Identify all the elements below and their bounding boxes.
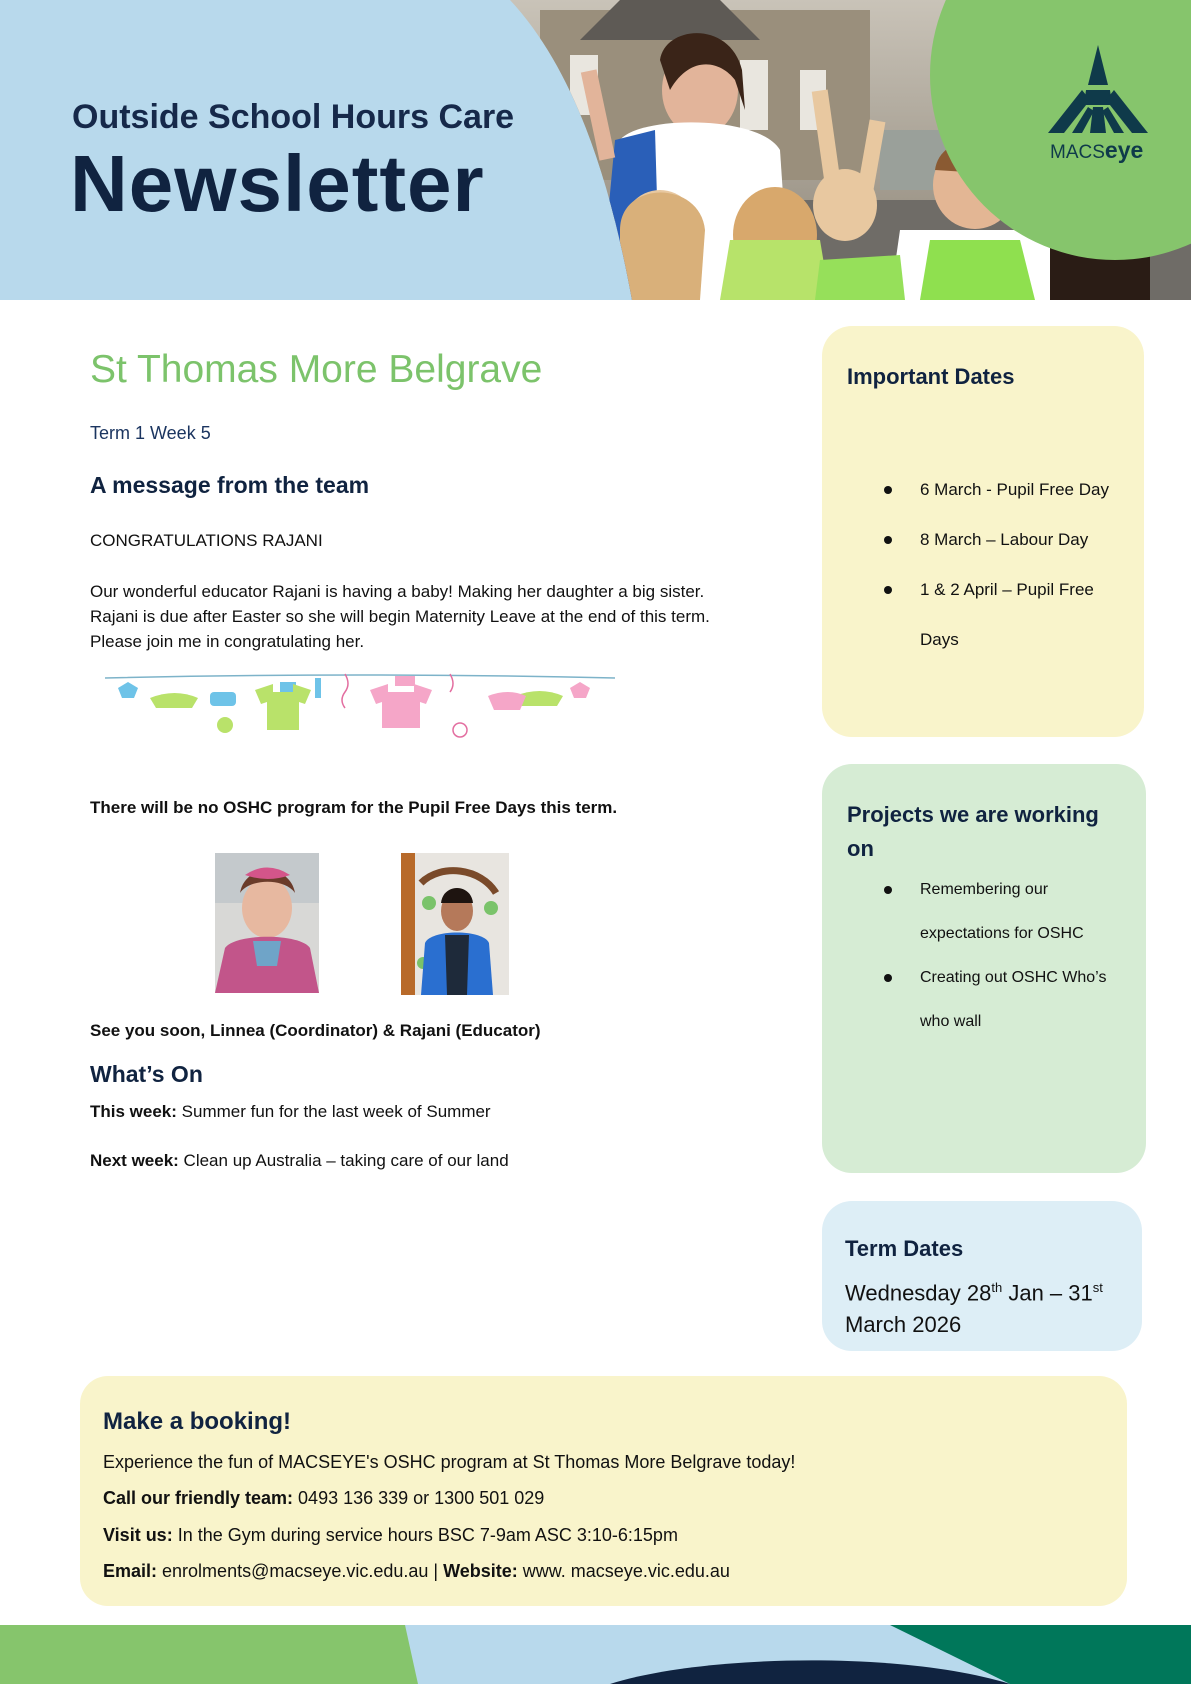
visit-label: Visit us:	[103, 1525, 173, 1545]
school-name: St Thomas More Belgrave	[90, 348, 543, 391]
this-week-line	[90, 1102, 491, 1122]
logo-wordmark: MACSeye	[1050, 137, 1144, 163]
baby-bunting-image	[100, 670, 620, 742]
this-week-text: Summer fun for the last week of Summer	[176, 1102, 491, 1121]
project-item: Creating out OSHC Who’s	[880, 956, 1130, 1000]
date-item-continuation: Days	[920, 630, 959, 649]
message-heading: A message from the team	[90, 472, 370, 498]
pupil-free-notice: There will be no OSHC program for the Pupil Free Days this term.	[90, 798, 618, 817]
booking-visit-line	[103, 1525, 678, 1546]
important-dates-heading: Important Dates	[847, 364, 1015, 389]
date-item: 8 March – Labour Day	[880, 515, 1140, 565]
project-item-continuation: expectations for OSHC	[920, 925, 1084, 942]
term-end-year: March 2026	[845, 1312, 962, 1338]
term-dates-heading: Term Dates	[845, 1236, 964, 1261]
email-label: Email:	[103, 1561, 158, 1581]
project-item-continuation: who wall	[920, 1013, 982, 1030]
term-start-suffix: th	[991, 1280, 1003, 1295]
booking-email-line	[103, 1561, 730, 1582]
term-end-suffix: st	[1092, 1280, 1103, 1295]
projects-heading	[847, 798, 1099, 866]
next-week-text: Clean up Australia – taking care of our land	[178, 1151, 509, 1170]
term-end: Jan – 31	[1002, 1280, 1093, 1306]
educator-photo	[401, 853, 509, 995]
booking-heading: Make a booking!	[103, 1408, 292, 1435]
important-dates-list	[880, 465, 1140, 665]
email-address: enrolments@macseye.vic.edu.au |	[157, 1561, 444, 1581]
term-dates-text	[845, 1272, 1135, 1341]
newsletter-header	[0, 0, 1191, 300]
term-start: Wednesday 28	[845, 1280, 992, 1306]
projects-heading-line1: Projects we are working	[847, 802, 1099, 827]
booking-call-line	[103, 1488, 544, 1509]
message-text: Our wonderful educator Rajani is having a baby! Making her daughter a big sister. Rajani is due after Easter so she will begin Maternity Leave at the end of this term. Please join me in congratulating her.	[90, 582, 710, 651]
booking-intro: Experience the fun of MACSEYE's OSHC program at St Thomas More Belgrave today!	[103, 1452, 796, 1472]
website-label: Website:	[443, 1561, 518, 1581]
date-item: 6 March - Pupil Free Day	[880, 465, 1140, 515]
whats-on-heading: What’s On	[90, 1061, 203, 1087]
next-week-label: Next week:	[90, 1151, 179, 1170]
signoff-text: See you soon, Linnea (Coordinator) & Rajani (Educator)	[90, 1021, 541, 1040]
website-url: www. macseye.vic.edu.au	[517, 1561, 730, 1581]
projects-heading-line2: on	[847, 836, 874, 861]
header-subtitle: Outside School Hours Care	[72, 98, 515, 136]
project-item: Remembering our	[880, 868, 1130, 912]
projects-list	[880, 868, 1130, 1044]
header-title: Newsletter	[70, 139, 485, 228]
term-week: Term 1 Week 5	[90, 423, 211, 443]
visit-details: In the Gym during service hours BSC 7-9am ASC 3:10-6:15pm	[172, 1525, 678, 1545]
this-week-label: This week:	[90, 1102, 177, 1121]
congrats-text: CONGRATULATIONS RAJANI	[90, 531, 323, 550]
date-item: 1 & 2 April – Pupil Free	[880, 565, 1140, 615]
next-week-line	[90, 1151, 509, 1171]
call-label: Call our friendly team:	[103, 1488, 294, 1508]
coordinator-photo	[215, 853, 319, 993]
call-numbers: 0493 136 339 or 1300 501 029	[293, 1488, 545, 1508]
footer-decoration	[0, 1625, 1191, 1684]
